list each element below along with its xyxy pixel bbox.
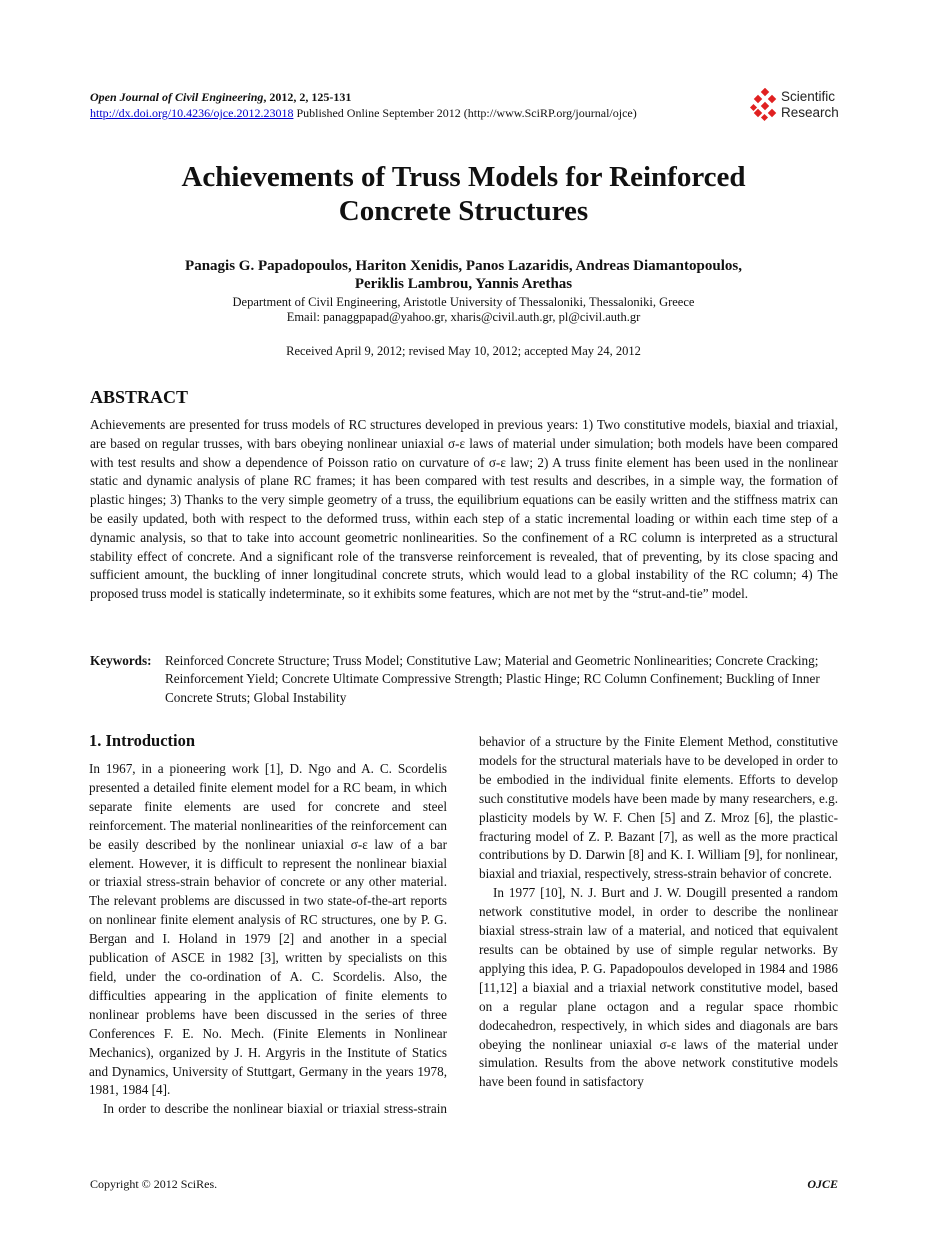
paper-title [90, 160, 837, 228]
keywords-block [90, 652, 838, 707]
journal-name: Open Journal of Civil Engineering [90, 90, 264, 104]
abstract-heading: ABSTRACT [90, 387, 189, 407]
intro-paragraph-2: In order to describe the nonlinear biaxial or triaxial stress-strain [103, 1101, 447, 1117]
author-emails: Email: panaggpapad@yahoo.gr, xharis@civil.auth.gr, pl@civil.auth.gr [286, 310, 641, 324]
title-line-1: Achievements of Truss Models for Reinforced [181, 161, 746, 193]
abstract-text: Achievements are presented for truss models of RC structures developed in previous years: 1) Two constitutive models, biaxial and triaxial, are based on regular trusses, with bars obeying nonlinear uniaxial σ-ε laws of material under simulation; both models have been compared with test results and show a dependence of Poisson ratio on curvature of σ-ε law; 2) A truss finite element has been used in the nonlinear static and dynamic analysis of plane RC frames; it has been compared with test results and describes, in a simple way, the formation of plastic hinges; 3) Thanks to the very simple geometry of a truss, the equilibrium equations can be easily written and the stiffness matrix can be easily updated, both with respect to the deformed truss, within each step of a static incremental loading or within each time step of a dynamic analysis, so that to take into account geometric nonlinearities. So the confinement of a RC column is interpreted as a structural stability effect of concrete. And a significant role of the transverse reinforcement is revealed, that of preventing, by its close spacing and sufficient amount, the buckling of inner longitudinal concrete struts, which would lead to a global instability of the RC column; 4) The proposed truss model is statically indeterminate, so it exhibits some features, which are not met by the “strut-and-tie” model. [90, 417, 838, 602]
body-column-left [89, 760, 447, 1119]
journal-issue: , 2012, 2, 125-131 [263, 90, 352, 104]
received-dates: Received April 9, 2012; revised May 10, 2012; accepted May 24, 2012 [286, 344, 641, 358]
logo-text-scientific: Scientific [781, 89, 836, 104]
intro-paragraph-1: In 1967, in a pioneering work [1], D. Ngo and A. C. Scordelis presented a detailed finite element model for a RC beam, in which separate finite elements are used for concrete and steel reinforcement. The material nonlinearities of the reinforcement can be easily described by the nonlinear uniaxial σ-ε law of a bar element. However, it is difficult to represent the nonlinear biaxial or triaxial stress-strain behavior of concrete or any other material. The relevant problems are discussed in two state-of-the-art reports on nonlinear finite element analysis of RC structures, one by P. G. Bergan and I. Holand in 1979 [2] and another in a special publication of ASCE in 1982 [3], written by specialists on this field, under the co-ordination of A. C. Scordelis. Also, the difficulties appearing in the application of finite elements to nonlinear problems have been discussed in the series of three Conferences F. E. No. Mech. (Finite Elements in Nonlinear Mechanics), organized by J. H. Argyris in the Institute of Statics and Dynamics, University of Stuttgart, Germany in the years 1978, 1981, 1984 [4]. [89, 761, 447, 1098]
affiliation: Department of Civil Engineering, Aristotle University of Thessaloniki, Thessaloniki, Greece [232, 295, 695, 309]
right-column-clip [479, 733, 838, 1131]
author-list [90, 257, 837, 293]
footer-journal-abbr: OJCE [807, 1177, 838, 1191]
keywords-text: Reinforced Concrete Structure; Truss Model; Constitutive Law; Material and Geometric Nonlinearities; Concrete Cracking; Reinforcement Yield; Concrete Ultimate Compressive Strength; Plastic Hinge; RC Column Confinement; Buckling of Inner Concrete Struts; Global Instability [165, 653, 820, 705]
intro-paragraph-2-tail: behavior of a structure by the Finite Element Method, constitutive models for the structural materials have to be developed in order to be embodied in the individual finite elements. Efforts to develop such constitutive models have been made by many researchers, e.g. plasticity models by W. F. Chen [5] and Z. Mroz [6], the plastic-fracturing model of Z. P. Bazant [7], as well as the more practical contributions by D. Darwin [8] and K. I. William [9], for nonlinear, biaxial and triaxial, respectively, stress-strain behavior of concrete. [479, 734, 838, 882]
footer-copyright: Copyright © 2012 SciRes. [90, 1177, 218, 1191]
title-line-2: Concrete Structures [338, 195, 589, 227]
authors-line-1: Panagis G. Papadopoulos, Hariton Xenidis, Panos Lazaridis, Andreas Diamantopoulos, [185, 258, 742, 274]
publisher-logo [750, 88, 850, 124]
intro-paragraph-2-continued [479, 733, 838, 884]
authors-line-2: Periklis Lambrou, Yannis Arethas [354, 276, 573, 292]
journal-citation [90, 90, 351, 105]
section-heading-introduction: 1. Introduction [89, 731, 196, 750]
doi-line [90, 106, 637, 121]
body-column-right [479, 733, 838, 1131]
doi-link[interactable]: http://dx.doi.org/10.4236/ojce.2012.23018 [90, 106, 294, 120]
published-info: Published Online September 2012 (http://www.SciRP.org/journal/ojce) [293, 106, 637, 120]
logo-text-research: Research [781, 105, 839, 120]
affiliation-block [90, 295, 837, 325]
logo-mark-icon [750, 88, 780, 122]
keywords-label: Keywords: [90, 653, 152, 668]
intro-paragraph-3: In 1977 [10], N. J. Burt and J. W. Dougill presented a random network constitutive model, in order to describe the nonlinear biaxial stress-strain law of a material, and noticed that equivalent results can be obtained by use of simple regular networks. By applying this idea, P. G. Papadopoulos developed in 1984 and 1986 [11,12] a biaxial and a triaxial network constitutive model, based on a regular plane octagon and a regular space rhombic dodecahedron, respectively, in which sides and diagonals are bars obeying the nonlinear uniaxial σ-ε laws of the material under simulation. Results from the above network constitutive models have been found in satisfactory [479, 885, 838, 1090]
